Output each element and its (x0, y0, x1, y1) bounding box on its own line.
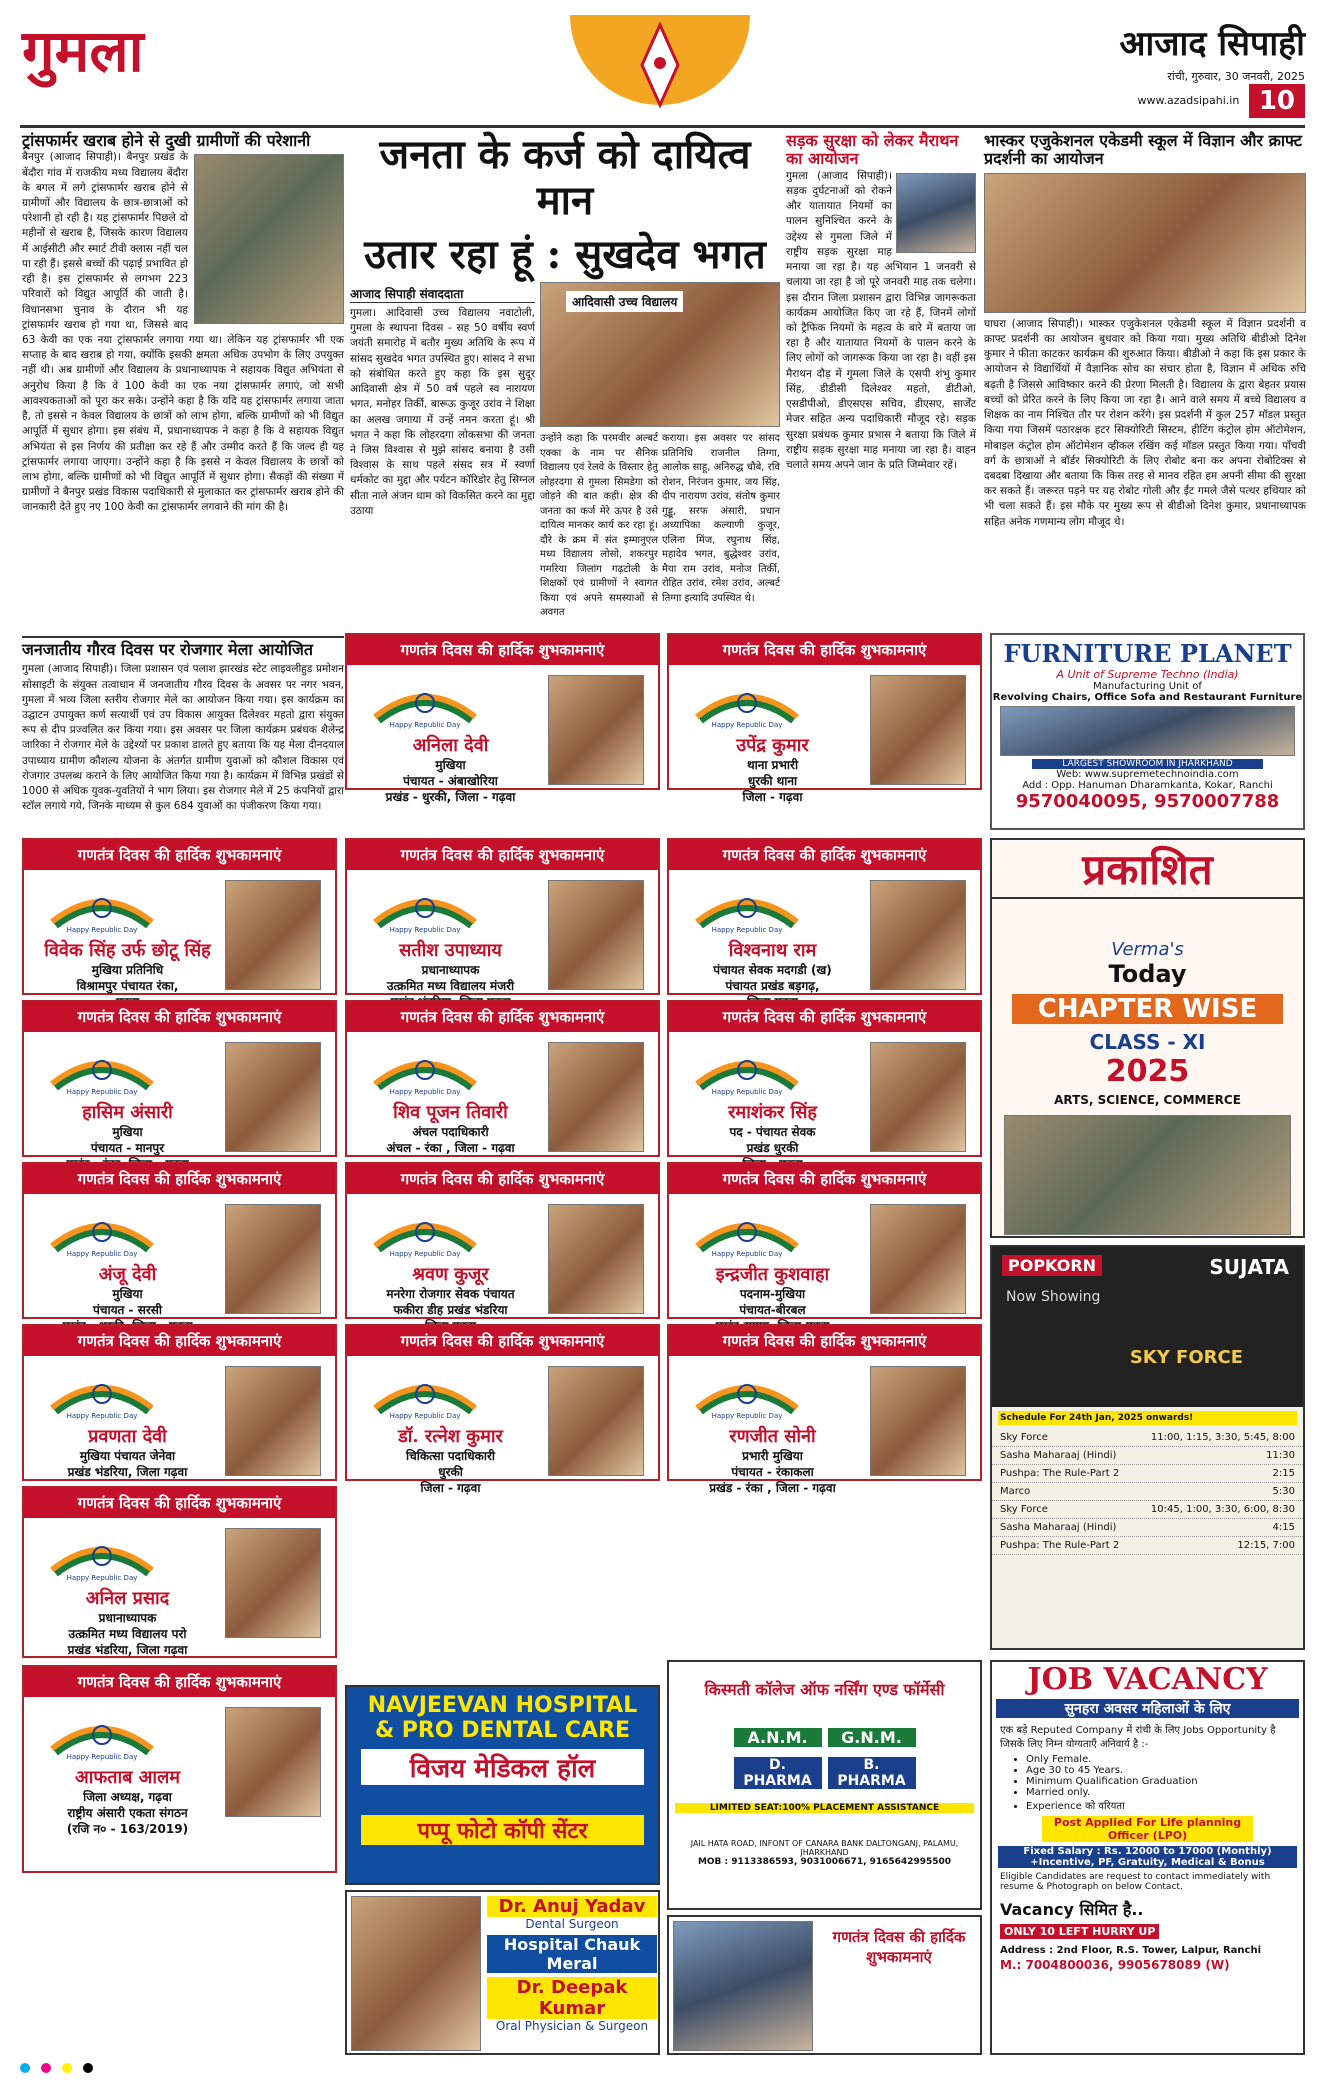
story-photo (194, 154, 344, 324)
person-designation: पद - पंचायत सेवक (729, 1125, 816, 1139)
person-photo (870, 1042, 966, 1152)
person-photo (548, 880, 644, 990)
greeting-card (667, 633, 982, 804)
person-designation: धुरकी (438, 1465, 463, 1479)
person-designation: उत्क्रमित मध्य विद्यालय परो (68, 1627, 187, 1641)
lead-text-3: कराया। इस अवसर पर सांसद प्रतिनिधि राजनील तिग्गा, आलोक साहू, अनिरुद्ध चौबे, रवि रोशन, निरंजन कुमार, जय सिंह, दीप नारायण उरांव, संतोष कुमार गुड्डू, सरफ अंसारी, प्रधान अध्यापिका कल्याणी कुजूर, एलिना मिंज, रघुनाथ सिंह, महादेव भगत, बुद्धेश्वर उरांव, मैया राम उरांव, मनोज तिर्की, रोहित उरांव, रमेश उरांव, अल्बर्ट तिग्गा इत्यादि उपस्थित थे। (662, 433, 780, 604)
ad-anm: A.N.M. (734, 1728, 822, 1747)
story-photo (896, 173, 976, 253)
ad-schedule-title: Schedule For 24th Jan, 2025 onwards! (998, 1411, 1297, 1425)
person-designation: (रजि न० - 163/2019) (66, 1822, 189, 1836)
ad-mfg: Manufacturing Unit of (1093, 681, 1202, 692)
requirement-item: • Married only. (1026, 1787, 1295, 1798)
story-science-fair (984, 132, 1306, 632)
person-name: रमाशंकर सिंह (728, 1102, 817, 1123)
movie-name: Sasha Maharaaj (Hindi) (1000, 1450, 1117, 1461)
lead-headline-line2: उतार रहा हूं : सुखदेव भगत (364, 231, 766, 278)
lead-headline-line1: जनता के कर्ज को दायित्व मान (379, 131, 751, 224)
story-rojgar-mela (22, 636, 344, 858)
greeting-card (22, 1486, 337, 1658)
lead-text-1: गुमला। आदिवासी उच्च विद्यालय नवाटोली, गुमला के स्थापना दिवस - सह 50 वर्षीय स्वर्ण जयंती समारोह में बतौर मुख्य अतिथि के रूप में सांसद सुखदेव भगत उपस्थित हुए। सांसद ने सभा को संबोधित करते हुए कहा कि इस सुदूर आदिवासी क्षेत्र में 50 वर्ष पहले स्व नारायण भगत, मनोहर तिर्की, बारूऊ कुजूर उरांव ने शिक्षा का अलख जगाया में उन्हें नमन करता हूं। श्री भगत ने कहा कि लोहरदगा लोकसभा की जनता ने जिस विश्वास से मुझे सांसद बनाया है उसी विश्वास के साथ पहले संसद सत्र में स्वर्णा धर्मकोट का मुद्दा और पर्यटन कॉरिडोर हेतु सिग्नल सीता नाले अंजन धाम को विकसित करने का मुद्दा उठाया (350, 307, 535, 517)
greeting-card (667, 1162, 982, 1319)
flag-emblem-icon (42, 1368, 162, 1420)
person-designation: जिला अध्यक्ष, गढ़वा (83, 1790, 172, 1804)
paper-name: आजाद सिपाही (1119, 24, 1305, 64)
schedule-row (992, 1501, 1303, 1519)
person-designation: अंचल - रंका , जिला - गढ़वा (386, 1141, 515, 1155)
greeting-heading: गणतंत्र दिवस की हार्दिक शुभकामनाएं (669, 1326, 980, 1356)
requirement-item: • Experience को वरियता (1026, 1798, 1295, 1812)
ad-vacancy: Vacancy सिमित है.. (1000, 1900, 1144, 1919)
greeting-heading: गणतंत्र दिवस की हार्दिक शुभकामनाएं (24, 1002, 335, 1032)
schedule-row (992, 1429, 1303, 1447)
greeting-heading: गणतंत्र दिवस की हार्दिक शुभकामनाएं (24, 1488, 335, 1518)
svg-text:Happy Republic Day: Happy Republic Day (711, 926, 783, 934)
website-link[interactable]: www.azadsipahi.in (1137, 94, 1240, 108)
greeting-card (22, 838, 337, 995)
person-photo (225, 1366, 321, 1476)
person-designation: प्रधानाध्यापक (421, 963, 480, 977)
greeting-heading: गणतंत्र दिवस की हार्दिक शुभकामनाएं (347, 1164, 658, 1194)
ad-movie: SKY FORCE (1129, 1347, 1243, 1368)
greeting-card (345, 1162, 660, 1319)
greeting-heading: गणतंत्र दिवस की हार्दिक शुभकामनाएं (669, 635, 980, 665)
flag-emblem-icon (42, 1206, 162, 1258)
svg-text:Happy Republic Day: Happy Republic Day (66, 1088, 138, 1096)
ad-subtitle: सुनहरा अवसर महिलाओं के लिए (996, 1699, 1299, 1718)
ad-title: प्रकाशित (992, 840, 1303, 899)
ad-movie-poster (992, 1247, 1303, 1407)
ad-streams: ARTS, SCIENCE, COMMERCE (1054, 1093, 1241, 1107)
flag-emblem-icon (42, 882, 162, 934)
lead-text-2: उन्होंने कहा कि परमवीर अल्बर्ट एक्का के नाम पर सैनिक विद्यालय एवं रेलवे के विस्तार हेतु लोहरदगा से गुमला सिमडेगा को जोड़ने की बात कही। क्षेत्र की जनता का कर्ज मेरे ऊपर है उसे दायित्व मानकर कार्य कर रहा हूं। दौरे के क्रम में संत इम्मानुएल मध्य विद्यालय लोसो, शकरपुर गमरिया जिलांग गढ़टोली के शिक्षकों एवं ग्रामीणों ने स्वागत किया एवं अपने समस्याओं से अवगत (540, 433, 658, 618)
dateline (1085, 69, 1305, 118)
show-times: 4:15 (1272, 1522, 1295, 1533)
ad-nursing-college[interactable] (667, 1660, 982, 1910)
masthead-divider (20, 125, 1305, 128)
ad-brand: Verma's (1111, 939, 1184, 960)
greeting-heading: गणतंत्र दिवस की हार्दिक शुभकामनाएं (669, 840, 980, 870)
greeting-heading: गणतंत्र दिवस की हार्दिक शुभकामनाएं (24, 1164, 335, 1194)
person-designation: जिला - गढ़वा (420, 1481, 481, 1495)
movie-name: Sky Force (1000, 1432, 1048, 1443)
flag-emblem-icon (365, 677, 485, 729)
ad-post: Post Applied For Life planning Officer (LPO) (1042, 1816, 1253, 1842)
person-photo (225, 880, 321, 990)
ad-mobile[interactable]: MOB : 9113386593, 9031006671, 9165642995500 (697, 1857, 952, 1867)
person-designation: प्रखंड - धुरकी, जिला - गढ़वा (385, 790, 516, 804)
person-photo (225, 1528, 321, 1638)
flag-emblem-icon (42, 1044, 162, 1096)
ad-photos (673, 1921, 813, 2051)
person-designation: प्रखंड धुरकी (746, 1141, 799, 1155)
show-times: 11:30 (1266, 1450, 1295, 1461)
movie-name: Sasha Maharaaj (Hindi) (1000, 1522, 1117, 1533)
person-designation: उत्क्रमित मध्य विद्यालय मंजरी (386, 979, 515, 993)
person-designation: फकीरा डीह प्रखंड भंडरिया (393, 1303, 508, 1317)
person-name: इन्द्रजीत कुशवाहा (715, 1264, 830, 1285)
greeting-card (667, 1324, 982, 1495)
person-designation: चिकित्सा पदाधिकारी (405, 1449, 495, 1463)
lead-col-1 (350, 285, 535, 630)
person-designation: मुखिया (435, 758, 466, 772)
svg-text:Happy Republic Day: Happy Republic Day (389, 1250, 461, 1258)
flag-emblem-icon (42, 1709, 162, 1761)
ad-mobile[interactable]: M.: 7004800036, 9905678089 (W) (1000, 1958, 1230, 1972)
person-designation: मुखिया प्रतिनिधि (91, 963, 164, 977)
ad-doc2-role: Oral Physician & Surgeon (495, 2019, 649, 2033)
person-designation: प्रधानाध्यापक (98, 1611, 157, 1625)
person-name: आफताब आलम (74, 1767, 181, 1788)
svg-text:Happy Republic Day: Happy Republic Day (389, 926, 461, 934)
person-designation: पंचायत प्रखंड बड़गढ़, (725, 979, 820, 993)
svg-text:Happy Republic Day: Happy Republic Day (711, 721, 783, 729)
flag-emblem-icon (365, 1206, 485, 1258)
magenta-dot-icon (41, 2063, 51, 2073)
svg-text:Happy Republic Day: Happy Republic Day (389, 1412, 461, 1420)
ad-furniture-planet[interactable] (990, 633, 1305, 830)
ad-bpharma: B. PHARMA (828, 1757, 916, 1789)
person-photo (548, 675, 644, 785)
section-title: गुमला (22, 17, 144, 85)
ad-place: Hospital Chauk Meral (487, 1935, 657, 1973)
person-name: शिव पूजन तिवारी (393, 1102, 508, 1123)
ad-doc1: Dr. Anuj Yadav (487, 1896, 657, 1917)
show-times: 11:00, 1:15, 3:30, 5:45, 8:00 (1150, 1432, 1295, 1443)
flag-emblem-icon (687, 1368, 807, 1420)
person-name: उपेंद्र कुमार (736, 735, 809, 756)
ad-class: CLASS - XI (1089, 1030, 1206, 1054)
greeting-heading: गणतंत्र दिवस की हार्दिक शुभकामनाएं (24, 1326, 335, 1356)
person-photo (548, 1204, 644, 1314)
person-photo (870, 1204, 966, 1314)
ad-salary: Fixed Salary : Rs. 12000 to 17000 (Monthly) +Incentive, PF, Gratuity, Medical & Bonus (998, 1846, 1297, 1868)
black-dot-icon (83, 2063, 93, 2073)
person-designation: पंचायत - सरसी (93, 1303, 162, 1317)
show-times: 10:45, 1:00, 3:30, 6:00, 8:30 (1150, 1504, 1295, 1515)
lead-headline-box (350, 132, 780, 277)
person-name: अंजू देवी (98, 1264, 157, 1285)
lead-col-3 (662, 432, 780, 632)
paper-title-block (1085, 24, 1305, 117)
requirement-item: • Age 30 to 45 Years. (1026, 1765, 1295, 1776)
ad-requirements (1026, 1754, 1295, 1812)
svg-text:Happy Republic Day: Happy Republic Day (389, 1088, 461, 1096)
greeting-heading: गणतंत्र दिवस की हार्दिक शुभकामनाएं (347, 840, 658, 870)
story-headline: जनजातीय गौरव दिवस पर रोजगार मेला आयोजित (22, 636, 344, 659)
person-designation: प्रखंड भंडरिया, जिला गढ़वा (67, 1643, 188, 1657)
greeting-card (345, 633, 660, 804)
ad-showroom: LARGEST SHOWROOM IN JHARKHAND (1032, 759, 1263, 769)
schedule-row (992, 1519, 1303, 1537)
person-designation: मनरेगा रोजगार सेवक पंचायत (386, 1287, 515, 1301)
ad-phones[interactable]: 9570040095, 9570007788 (1015, 791, 1280, 812)
person-photo (225, 1042, 321, 1152)
ad-dpharma: D. PHARMA (734, 1757, 822, 1789)
ad-title1: NAVJEEVAN HOSPITAL (367, 1693, 638, 1718)
person-designation: मुखिया (112, 1287, 143, 1301)
story-headline: सड़क सुरक्षा को लेकर मैराथन का आयोजन (786, 131, 959, 169)
ad-prakashit-book[interactable] (990, 838, 1305, 1238)
lead-col-2 (540, 432, 658, 632)
greeting-card (22, 1000, 337, 1157)
ad-items: Revolving Chairs, Office Sofa and Restaurant Furniture (992, 692, 1303, 703)
flag-emblem-icon (42, 1530, 162, 1582)
flag-emblem-icon (365, 1044, 485, 1096)
ad-cinema-schedule[interactable] (990, 1245, 1305, 1650)
ad-gnm: G.N.M. (828, 1728, 916, 1747)
ad-web[interactable]: Web: www.supremetechnoindia.com (1056, 769, 1239, 780)
greeting-card (22, 1665, 337, 1873)
ad-job-vacancy[interactable] (990, 1660, 1305, 2055)
person-designation: अंचल पदाधिकारी (412, 1125, 489, 1139)
person-designation: पंचायत - अंबाखोरिया (403, 774, 498, 788)
lead-byline: आजाद सिपाही संवाददाता (350, 285, 535, 303)
ad-doc1-role: Dental Surgeon (525, 1917, 619, 1931)
story-body: गुमला (आजाद सिपाही)। सड़क दुर्घटनाओं को रोकने और यातायात नियमों का पालन सुनिश्चित करने के उद्देश्य से गुमला जिले में राष्ट्रीय सड़क सुरक्षा माह मनाया जा रहा है। यह अभियान 1 जनवरी से चलाया जा रहा है जो पूरे जनवरी माह तक चलेगा। इस दौरान जिला प्रशासन द्वारा विभिन्न जागरूकता कार्यक्रम आयोजित किए जा रहे हैं, जिनमें लोगों को ट्रैफिक नियमों के महत्व के बारे में बताया जा रहा है और यातायात नियमों के पालन करने के लिए लोगों को जागरूक किया जा रहा है। वहीं इस मैराथन दौड़ में गुमला जिले के एसपी शंभु कुमार सिंह, डीडीसी दिलेश्वर महतो, डीटीओ, एसडीपीओ, डीएसएस सचिव, डीएसए, सार्जेंट मेजर सहित अन्य पदाधिकारी मौजूद रहे। सड़क सुरक्षा प्रबंधक कुमार प्रभास ने बताया कि जिले में राष्ट्रीय सड़क सुरक्षा माह मनाया जा रहा है। वाहन चलाते समय अपने जान के प्रति जिम्मेवार रहें। (786, 169, 976, 471)
story-marathon (786, 132, 976, 632)
ad-address: JAIL HATA ROAD, INFONT OF CANARA BANK DALTONGANJ, PALAMU, JHARKHAND (690, 1839, 959, 1857)
greeting-card (22, 1324, 337, 1481)
greeting-card (345, 1324, 660, 1495)
flag-emblem-icon (365, 1368, 485, 1420)
ad-address: Add : Opp. Hanuman Dharamkanta, Kokar, Ranchi (1022, 780, 1273, 791)
greeting-heading: गणतंत्र दिवस की हार्दिक शुभकामनाएं (669, 1002, 980, 1032)
svg-text:Happy Republic Day: Happy Republic Day (66, 1250, 138, 1258)
person-designation: राष्ट्रीय अंसारी एकता संगठन (67, 1806, 188, 1820)
ad-navjeevan-hospital[interactable] (345, 1685, 660, 1885)
person-designation: जिला - गढ़वा (742, 790, 803, 804)
greeting-heading: गणतंत्र दिवस की हार्दिक शुभकामनाएं (24, 1667, 335, 1697)
doctor-photo (351, 1896, 481, 2051)
ad-subtitle: A Unit of Supreme Techno (India) (1056, 668, 1239, 681)
greeting-card (345, 838, 660, 995)
person-designation: धुरकी थाना (747, 774, 798, 788)
person-designation: पंचायत सेवक मदगडी (ख) (713, 963, 832, 977)
person-name: श्रवण कुजूर (412, 1264, 489, 1285)
show-times: 5:30 (1272, 1486, 1295, 1497)
svg-text:Happy Republic Day: Happy Republic Day (66, 1753, 138, 1761)
ad-eligible: Eligible Candidates are request to contact immediately with resume & Photograph on below Contact. (1000, 1872, 1271, 1892)
person-photo (548, 1366, 644, 1476)
person-designation: प्रखंड - रंका , जिला - गढ़वा (709, 1481, 836, 1495)
svg-text:Happy Republic Day: Happy Republic Day (66, 926, 138, 934)
story-headline: ट्रांसफार्मर खराब होने से दुखी ग्रामीणों की परेशानी (22, 131, 311, 150)
person-designation: प्रभारी मुखिया (742, 1449, 803, 1463)
cyan-dot-icon (20, 2063, 30, 2073)
svg-text:Happy Republic Day: Happy Republic Day (389, 721, 461, 729)
ad-address: Address : 2nd Floor, R.S. Tower, Lalpur, Ranchi (1000, 1945, 1261, 1956)
svg-text:Happy Republic Day: Happy Republic Day (66, 1574, 138, 1582)
story-headline: भास्कर एजुकेशनल एकेडमी स्कूल में विज्ञान और क्राफ्ट प्रदर्शनी का आयोजन (984, 131, 1302, 169)
ad-book-image (1004, 1115, 1291, 1235)
svg-text:Happy Republic Day: Happy Republic Day (66, 1412, 138, 1420)
svg-text:Happy Republic Day: Happy Republic Day (711, 1088, 783, 1096)
requirement-item: • Minimum Qualification Graduation (1026, 1776, 1295, 1787)
svg-text:Happy Republic Day: Happy Republic Day (711, 1412, 783, 1420)
ad-year: 2025 (1105, 1054, 1190, 1089)
ad-title: JOB VACANCY (1027, 1662, 1268, 1697)
flag-emblem-icon (687, 1044, 807, 1096)
svg-text:Happy Republic Day: Happy Republic Day (711, 1250, 783, 1258)
person-name: विवेक सिंह उर्फ छोटू सिंह (44, 940, 211, 961)
ad-brand: POPKORN (1002, 1255, 1102, 1276)
story-body: बैनपुर (आजाद सिपाही)। बैनपुर प्रखंड के बेंदौरा गांव में राजकीय मध्य विद्यालय बेंदौरा के बगल में लगे ट्रांसफार्मर खराब होने से ग्रामीणों और विद्यालय के छात्र-छात्राओं को परेशानी हो रही है। यह ट्रांसफार्मर पिछले दो महीनों से खराब है, जिसके कारण विद्यालय में आईसीटी और स्मार्ट टीवी क्लास नहीं चल पा रही हैं। इससे बच्चों की पढ़ाई प्रभावित हो रही है। इस ट्रांसफार्मर से लगभग 223 परिवारों को विद्युत आपूर्ति की जाती है। विधानसभा चुनाव के दौरान भी यह ट्रांसफार्मर खराब हो गया था, जिससे बाद 63 केवी का एक नया ट्रांसफार्मर लगाया गया था। लेकिन यह ट्रांसफार्मर भी एक सप्ताह के बाद खराब हो गया, क्योंकि इसकी क्षमता अधिक उपभोग के लिए उपयुक्त नहीं थी। अब ग्रामीणों और विद्यालय के प्रधानाध्यापक ने सहायक विद्युत अभियंता से अनुरोध किया है कि वे 100 केवी का एक नया ट्रांसफार्मर लगाएं, जो सभी आवश्यकताओं को पूरा कर सके। उन्होंने कहा है कि यदि यह ट्रांसफार्मर लगाया जाता है, तो इससे न केवल विद्यालय के छात्रों को लाभ होगा, बल्कि ग्रामीणों को भी विद्युत आपूर्ति में सुधार होगा। इस संबंध में, प्रधानाध्यापक ने कहा है कि वे सहायक विद्युत अभियंता से इस निर्णय की प्रतीक्षा कर रहे हैं और उम्मीद करते हैं कि जल्द ही यह ट्रांसफार्मर लगाया जाएगा। उन्होंने कहा है कि इससे न केवल विद्यालय के छात्रों को लाभ होगा, बल्कि ग्रामीणों को भी विद्युत आपूर्ति में सुधार होगा। सैकड़ों की संख्या में ग्रामीणों ने बैनपुर प्रखंड विकास पदाधिकारी से मुलाकात कर ट्रांसफार्मर खराब होने की जानकारी देते हुए नए 100 केवी का ट्रांसफार्मर लगवाने की मांग की है। (22, 151, 344, 514)
person-designation: पंचायत-बीरबल (739, 1303, 806, 1317)
date-text: रांची, गुरुवार, 30 जनवरी, 2025 (1167, 70, 1305, 84)
lead-photo (540, 282, 780, 427)
schedule-row (992, 1483, 1303, 1501)
person-designation: प्रखंड भंडरिया, जिला गढ़वा (67, 1465, 188, 1479)
person-photo (870, 675, 966, 785)
person-photo (870, 1366, 966, 1476)
ad-doc2: Dr. Deepak Kumar (487, 1977, 657, 2019)
movie-name: Sky Force (1000, 1504, 1048, 1515)
story-transformer (22, 132, 344, 632)
story-body: घाघरा (आजाद सिपाही)। भास्कर एजुकेशनल एकेडमी स्कूल में विज्ञान प्रदर्शनी व क्राफ्ट प्रदर्शनी का आयोजन बुधवार को किया गया। मुख्य अतिथि बीडीओ दिनेश कुमार ने फीता काटकर कार्यक्रम की शुरुआत किया। बीडीओ ने कहा कि इस प्रकार के आयोजन से विद्यार्थियों में वैज्ञानिक सोच का संचार होता है, विज्ञान में अधिक रुचि बढ़ती है जिससे आविष्कार करने की प्रेरणा मिलती है। विद्यालय के द्वारा बेहतर प्रयास बच्चों को प्रेरित करने के लिए किया जा रहा है। आने वाले समय में बच्चे विद्यालय व शिक्षक का नाम निश्चित तौर पर रोशन करेंगे। इस प्रदर्शनी में कुल 257 मॉडल प्रस्तुत किया गया जिसमें पठारक्षक हटर सिक्योरिटी सिस्टम, हीटिंग कंट्रोल होम ऑटोमेशन, मोबाइल कंट्रोल होम ऑटोमेशन व्हीकल रखिंग कई मॉडल प्रस्तुत किया गया। पाँचवी वर्ग के छात्राओं ने बॉर्डर सिक्योरिटी के लिए रोबोट बना कर अपना रोबोटिक्स से दबदबा दिखाया और बताया कि किस तरह से मानव रहित हम अपनी सीमा की सुरक्षा कर सकते हैं। जरूरत पड़ने पर यह रोबोट गोली और ईंट गमले जैसे पत्थर हथियार को भी चला सकते हैं। इस मौके पर मुख्य रूप से बीडीओ दिनेश कुमार, प्रधानाध्यापक सहित अनेक गणमान्य लोग मौजूद थे। (984, 317, 1306, 528)
show-times: 2:15 (1272, 1468, 1295, 1479)
story-body: गुमला (आजाद सिपाही)। जिला प्रशासन एवं पलाश झारखंड स्टेट लाइवलीहुड प्रमोशन सोसाइटी के संयुक्त तत्वाधान में जनजातीय गौरव दिवस के अवसर पर नगर भवन, गुमला में भव्य जिला स्तरीय रोजगार मेले का आयोजन किया गया। इस कार्यक्रम का उद्घाटन उपायुक्त कर्ण सत्यार्थी एवं उप विकास आयुक्त दिलेश्वर महतो द्वारा संयुक्त रूप से दीप प्रज्वलित कर किया गया। इस अवसर पर जिला कार्यक्रम प्रबंधक शैलेन्द्र जारिका ने रोजगार मेले के उद्देश्यों पर प्रकाश डालते हुए बताया कि यह मेला दीनदयाल उपाध्याय ग्रामीण कौशल्य योजना के अंतर्गत ग्रामीण युवाओं को कौशल विकास एवं रोजगार उपलब्ध कराने के लिए आयोजित किया गया है। कार्यक्रम में विभिन्न प्रखंडों से 1000 से अधिक युवक-युवतियों ने भाग लिया। इस रोजगार मेले में 25 कंपनियों द्वारा स्टॉल लगाये गये, जिनके माध्यम से कुल 684 युवाओं का पंजीकरण किया गया। (22, 663, 344, 813)
ad-greeting-text: गणतंत्र दिवस की हार्दिक शुभकामनाएं (832, 1928, 966, 1966)
greeting-heading: गणतंत्र दिवस की हार्दिक शुभकामनाएं (669, 1164, 980, 1194)
ad-title: किस्मती कॉलेज ऑफ नर्सिंग एण्ड फॉर्मेसी (704, 1680, 945, 1699)
person-name: रणजीत सोनी (729, 1426, 816, 1447)
person-designation: पंचायत - मानपुर (90, 1141, 165, 1155)
pen-nib-logo-icon (560, 15, 760, 125)
ad-pappu: पप्पू फोटो कॉपी सेंटर (361, 1815, 644, 1845)
person-name: अनिला देवी (412, 735, 489, 756)
ad-title2: & PRO DENTAL CARE (374, 1718, 631, 1743)
ad-hall: SUJATA (1209, 1255, 1289, 1279)
ad-hall: विजय मेडिकल हॉल (361, 1749, 644, 1785)
ad-dental-doctors[interactable] (345, 1890, 660, 2055)
person-designation: पदनाम-मुखिया (739, 1287, 806, 1301)
schedule-row (992, 1537, 1303, 1555)
person-name: डॉ. रत्नेश कुमार (398, 1426, 503, 1447)
ad-hurry: ONLY 10 LEFT HURRY UP (1000, 1924, 1159, 1939)
ad-now: Now Showing (1006, 1289, 1101, 1305)
person-designation: पंचायत - रंकाकला (731, 1465, 814, 1479)
flag-emblem-icon (687, 882, 807, 934)
flag-emblem-icon (687, 677, 807, 729)
schedule-row (992, 1465, 1303, 1483)
greeting-card (667, 1000, 982, 1157)
person-name: अनिल प्रसाद (85, 1588, 170, 1609)
greeting-card (667, 838, 982, 995)
person-designation: थाना प्रभारी (746, 758, 799, 772)
person-photo (225, 1204, 321, 1314)
greeting-card (345, 1000, 660, 1157)
yellow-dot-icon (62, 2063, 72, 2073)
ad-intro: एक बड़े Reputed Company में रांची के लिए Jobs Opportunity है जिसके लिए निम्न योग्यताएँ अनिवार्य है :- (1000, 1725, 1276, 1750)
requirement-item: • Only Female. (1026, 1754, 1295, 1765)
movie-name: Pushpa: The Rule-Part 2 (1000, 1540, 1120, 1551)
ad-photo (1000, 706, 1295, 756)
lead-photo-banner: आदिवासी उच्च विद्यालय (566, 291, 683, 312)
greeting-heading: गणतंत्र दिवस की हार्दिक शुभकामनाएं (24, 840, 335, 870)
ad-seat: LIMITED SEAT:100% PLACEMENT ASSISTANCE (675, 1803, 974, 1813)
page-number: 10 (1249, 84, 1305, 118)
person-photo (870, 880, 966, 990)
section-masthead (22, 17, 362, 112)
flag-emblem-icon (365, 882, 485, 934)
person-name: हासिम अंसारी (82, 1102, 173, 1123)
greeting-heading: गणतंत्र दिवस की हार्दिक शुभकामनाएं (347, 1002, 658, 1032)
person-name: सतीश उपाध्याय (399, 940, 502, 961)
schedule-row (992, 1447, 1303, 1465)
person-photo (548, 1042, 644, 1152)
ad-schedule-table (992, 1429, 1303, 1555)
person-name: विश्वनाथ राम (728, 940, 817, 961)
ad-title: FURNITURE PLANET (1003, 639, 1292, 668)
ad-nursing-greeting (667, 1915, 982, 2055)
person-designation: मुखिया पंचायत जेनेवा (79, 1449, 176, 1463)
person-designation: विश्रामपुर पंचायत रंका, (76, 979, 179, 993)
greeting-heading: गणतंत्र दिवस की हार्दिक शुभकामनाएं (347, 635, 658, 665)
ad-book-title: CHAPTER WISE (1012, 994, 1283, 1024)
show-times: 12:15, 7:00 (1237, 1540, 1295, 1551)
person-photo (225, 1707, 321, 1817)
ad-today: Today (1108, 960, 1187, 988)
person-designation: मुखिया (112, 1125, 143, 1139)
flag-emblem-icon (687, 1206, 807, 1258)
movie-name: Pushpa: The Rule-Part 2 (1000, 1468, 1120, 1479)
greeting-heading: गणतंत्र दिवस की हार्दिक शुभकामनाएं (347, 1326, 658, 1356)
story-photo (984, 173, 1306, 313)
color-registration-strip (20, 2058, 1305, 2078)
movie-name: Marco (1000, 1486, 1031, 1497)
person-name: प्रवणता देवी (88, 1426, 167, 1447)
greeting-card (22, 1162, 337, 1319)
